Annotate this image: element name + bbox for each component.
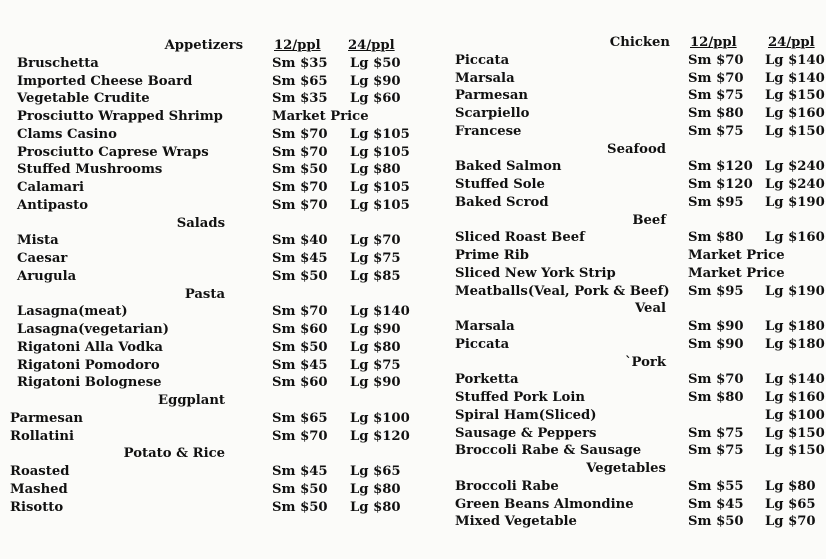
menu-item-name: Sliced New York Strip bbox=[455, 265, 616, 281]
menu-item-name: Parmesan bbox=[10, 410, 83, 426]
price-small: Sm $45 bbox=[272, 464, 328, 479]
menu-item-name: Francese bbox=[455, 123, 522, 139]
price-small: Market Price bbox=[272, 109, 369, 124]
price-large: Lg $160 bbox=[765, 230, 825, 246]
menu-item-name: Marsala bbox=[455, 319, 515, 334]
menu-item-name: Mashed bbox=[10, 481, 68, 497]
price-large: Lg $80 bbox=[350, 162, 401, 178]
price-small: Sm $80 bbox=[688, 390, 744, 405]
menu-item-name: Marsala bbox=[455, 70, 515, 86]
price-small: Sm $55 bbox=[688, 478, 744, 494]
price-large: Lg $65 bbox=[765, 496, 816, 512]
price-small: Sm $50 bbox=[272, 268, 328, 284]
menu-item-name: Vegetable Crudite bbox=[17, 91, 150, 107]
menu-item-name: Mista bbox=[17, 233, 59, 249]
price-small: Sm $60 bbox=[272, 375, 328, 391]
menu-item-name: Rollatini bbox=[10, 428, 75, 444]
price-small: Sm $120 bbox=[688, 159, 753, 175]
menu-item-name: Arugula bbox=[17, 268, 77, 284]
section-heading: `Pork bbox=[624, 354, 666, 370]
price-small: Sm $35 bbox=[272, 91, 328, 107]
section-heading: Potato & Rice bbox=[123, 446, 225, 462]
section-heading: Salads bbox=[176, 215, 225, 231]
section-heading: Beef bbox=[632, 212, 666, 228]
column-header-24ppl: 24/ppl bbox=[348, 38, 395, 53]
menu-item-name: Baked Salmon bbox=[455, 159, 562, 175]
price-large: Lg $65 bbox=[350, 464, 401, 479]
column-header-12ppl: 12/ppl bbox=[274, 38, 321, 53]
price-large: Lg $80 bbox=[350, 499, 401, 515]
section-heading: Vegetables bbox=[586, 461, 666, 476]
menu-item-name: Parmesan bbox=[455, 88, 528, 104]
price-small: Sm $70 bbox=[272, 304, 328, 320]
price-small: Sm $70 bbox=[688, 70, 744, 86]
price-large: Lg $140 bbox=[765, 70, 825, 86]
price-large: Lg $140 bbox=[350, 304, 410, 320]
price-small: Sm $95 bbox=[688, 194, 744, 210]
price-large: Lg $70 bbox=[350, 233, 401, 249]
menu-item-name: Spiral Ham(Sliced) bbox=[455, 407, 597, 423]
price-small: Sm $45 bbox=[272, 357, 328, 373]
price-large: Lg $140 bbox=[765, 372, 825, 388]
price-small: Sm $80 bbox=[688, 230, 744, 246]
price-large: Lg $150 bbox=[765, 88, 825, 104]
section-heading: Chicken bbox=[609, 35, 670, 50]
price-large: Lg $50 bbox=[350, 55, 401, 71]
menu-item-name: Lasagna(meat) bbox=[17, 304, 128, 320]
menu-item-name: Rigatoni Alla Vodka bbox=[17, 339, 163, 355]
section-heading: Seafood bbox=[607, 141, 666, 157]
menu-item-name: Baked Scrod bbox=[455, 194, 549, 210]
price-small: Sm $50 bbox=[688, 514, 744, 530]
menu-item-name: Imported Cheese Board bbox=[17, 73, 193, 89]
price-small: Sm $45 bbox=[688, 496, 744, 512]
price-large: Lg $150 bbox=[765, 123, 825, 139]
price-small: Sm $65 bbox=[272, 73, 328, 89]
menu-item-name: Broccoli Rabe & Sausage bbox=[455, 443, 642, 459]
price-large: Lg $80 bbox=[350, 339, 401, 355]
menu-item-name: Rigatoni Bolognese bbox=[17, 375, 162, 391]
price-small: Sm $70 bbox=[272, 197, 328, 213]
price-large: Lg $150 bbox=[765, 425, 825, 441]
right-menu-column bbox=[420, 0, 826, 559]
menu-item-name: Clams Casino bbox=[17, 126, 117, 142]
price-small: Sm $90 bbox=[688, 336, 744, 352]
price-large: Lg $70 bbox=[765, 514, 816, 530]
price-small: Sm $50 bbox=[272, 162, 328, 178]
price-small: Sm $70 bbox=[272, 144, 328, 160]
price-small: Market Price bbox=[688, 248, 785, 263]
menu-item-name: Porketta bbox=[455, 372, 519, 388]
price-large: Lg $180 bbox=[765, 319, 825, 334]
menu-item-name: Risotto bbox=[10, 499, 64, 515]
menu-item-name: Mixed Vegetable bbox=[455, 514, 577, 530]
menu-item-name: Prosciutto Wrapped Shrimp bbox=[17, 109, 223, 124]
price-small: Sm $70 bbox=[272, 126, 328, 142]
menu-item-name: Stuffed Mushrooms bbox=[17, 162, 163, 178]
menu-item-name: Calamari bbox=[17, 180, 85, 195]
price-small: Sm $70 bbox=[272, 180, 328, 195]
price-small: Sm $75 bbox=[688, 88, 744, 104]
price-large: Lg $90 bbox=[350, 375, 401, 391]
price-large: Lg $105 bbox=[350, 180, 410, 195]
menu-item-name: Piccata bbox=[455, 52, 510, 68]
menu-item-name: Stuffed Sole bbox=[455, 177, 545, 192]
menu-item-name: Lasagna(vegetarian) bbox=[17, 322, 170, 337]
price-large: Lg $80 bbox=[350, 481, 401, 497]
price-large: Lg $85 bbox=[350, 268, 401, 284]
price-large: Lg $105 bbox=[350, 126, 410, 142]
price-large: Lg $60 bbox=[350, 91, 401, 107]
menu-item-name: Prime Rib bbox=[455, 248, 529, 263]
price-small: Sm $70 bbox=[272, 428, 328, 444]
price-small: Sm $95 bbox=[688, 283, 744, 299]
price-small: Sm $65 bbox=[272, 410, 328, 426]
column-header-12ppl: 12/ppl bbox=[690, 35, 737, 50]
price-large: Lg $140 bbox=[765, 52, 825, 68]
price-small: Market Price bbox=[688, 265, 785, 281]
price-small: Sm $50 bbox=[272, 499, 328, 515]
menu-item-name: Rigatoni Pomodoro bbox=[17, 357, 160, 373]
menu-item-name: Scarpiello bbox=[455, 106, 530, 121]
price-small: Sm $35 bbox=[272, 55, 328, 71]
price-large: Lg $105 bbox=[350, 197, 410, 213]
price-large: Lg $105 bbox=[350, 144, 410, 160]
menu-item-name: Caesar bbox=[17, 251, 68, 266]
menu-item-name: Meatballs(Veal, Pork & Beef) bbox=[455, 283, 670, 299]
price-large: Lg $90 bbox=[350, 322, 401, 337]
menu-item-name: Broccoli Rabe bbox=[455, 478, 559, 494]
menu-item-name: Antipasto bbox=[17, 197, 88, 213]
menu-item-name: Sausage & Peppers bbox=[455, 425, 597, 441]
price-large: Lg $150 bbox=[765, 443, 825, 459]
price-small: Sm $90 bbox=[688, 319, 744, 334]
price-small: Sm $75 bbox=[688, 123, 744, 139]
price-large: Lg $100 bbox=[765, 407, 825, 423]
column-header-24ppl: 24/ppl bbox=[768, 35, 815, 50]
price-large: Lg $240 bbox=[765, 159, 825, 175]
section-heading: Veal bbox=[635, 301, 666, 317]
menu-item-name: Stuffed Pork Loin bbox=[455, 390, 585, 405]
menu-item-name: Piccata bbox=[455, 336, 510, 352]
price-small: Sm $50 bbox=[272, 481, 328, 497]
menu-item-name: Sliced Roast Beef bbox=[455, 230, 585, 246]
price-large: Lg $240 bbox=[765, 177, 825, 192]
price-small: Sm $70 bbox=[688, 372, 744, 388]
section-heading: Pasta bbox=[184, 286, 225, 302]
section-heading: Appetizers bbox=[164, 38, 243, 53]
menu-item-name: Roasted bbox=[10, 464, 70, 479]
price-large: Lg $160 bbox=[765, 390, 825, 405]
price-small: Sm $40 bbox=[272, 233, 328, 249]
price-large: Lg $120 bbox=[350, 428, 410, 444]
price-large: Lg $75 bbox=[350, 357, 401, 373]
price-small: Sm $80 bbox=[688, 106, 744, 121]
price-large: Lg $190 bbox=[765, 283, 825, 299]
price-large: Lg $75 bbox=[350, 251, 401, 266]
price-large: Lg $160 bbox=[765, 106, 825, 121]
price-small: Sm $120 bbox=[688, 177, 753, 192]
menu-item-name: Green Beans Almondine bbox=[455, 496, 634, 512]
price-small: Sm $60 bbox=[272, 322, 328, 337]
price-large: Lg $90 bbox=[350, 73, 401, 89]
price-small: Sm $75 bbox=[688, 425, 744, 441]
menu-item-name: Prosciutto Caprese Wraps bbox=[17, 144, 209, 160]
price-large: Lg $80 bbox=[765, 478, 816, 494]
price-small: Sm $70 bbox=[688, 52, 744, 68]
price-small: Sm $50 bbox=[272, 339, 328, 355]
price-large: Lg $100 bbox=[350, 410, 410, 426]
price-large: Lg $180 bbox=[765, 336, 825, 352]
price-small: Sm $45 bbox=[272, 251, 328, 266]
price-large: Lg $190 bbox=[765, 194, 825, 210]
menu-item-name: Bruschetta bbox=[17, 55, 99, 71]
section-heading: Eggplant bbox=[158, 393, 225, 408]
price-small: Sm $75 bbox=[688, 443, 744, 459]
